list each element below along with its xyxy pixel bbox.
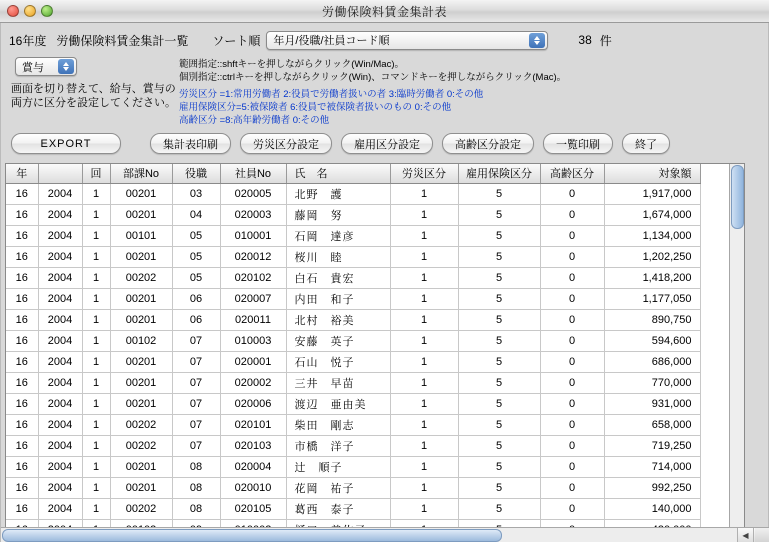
cell-kai: 1 [82,330,110,351]
cell-employee-no: 020101 [220,414,286,435]
cell-kai: 1 [82,351,110,372]
cell-koyo: 5 [458,393,540,414]
cell-position: 03 [172,183,220,204]
table-header-row [6,164,700,183]
record-count-value: 38 [578,33,592,47]
cell-year: 16 [6,498,38,519]
cell-employee-no: 020103 [220,435,286,456]
cell-dept-no: 00101 [110,225,172,246]
cell-korei: 0 [540,477,604,498]
page-title: 労働保険料賃金集計一覧 [56,33,189,48]
cell-kai: 1 [82,498,110,519]
info-line-1: 労災区分 =1:常用労働者 2:役員で労働者扱いの者 3:臨時労働者 0:その他 [179,89,484,100]
column-header-amount[interactable]: 対象額 [604,164,700,183]
cell-year-ad: 2004 [38,288,82,309]
cell-year-ad: 2004 [38,351,82,372]
cell-year: 16 [6,351,38,372]
resize-grip-icon[interactable] [755,528,769,542]
table-row[interactable] [6,309,700,330]
cell-koyo: 5 [458,435,540,456]
toolbar-row-top [1,23,768,51]
cell-korei: 0 [540,435,604,456]
koyo-setting-button[interactable]: 雇用区分設定 [341,133,433,154]
cell-employee-no: 020012 [220,246,286,267]
cell-amount: 714,000 [604,456,700,477]
cell-employee-no: 020006 [220,393,286,414]
cell-name: 内田 和子 [286,288,390,309]
cell-amount: 1,177,050 [604,288,700,309]
cell-dept-no: 00202 [110,414,172,435]
cell-name: 北村 裕美 [286,309,390,330]
cell-korei: 0 [540,414,604,435]
table-row[interactable] [6,183,700,204]
export-button[interactable]: EXPORT [11,133,121,154]
print-list-button[interactable]: 一覧印刷 [543,133,613,154]
cell-korei: 0 [540,351,604,372]
cell-year: 16 [6,204,38,225]
cell-koyo: 5 [458,498,540,519]
cell-employee-no: 020010 [220,477,286,498]
title-bar [0,0,769,23]
toolbar-area [1,23,768,159]
cell-kai: 1 [82,183,110,204]
cell-amount: 140,000 [604,498,700,519]
column-header-year-ad [38,164,82,183]
chevron-updown-icon [58,59,74,74]
cell-korei: 0 [540,372,604,393]
cell-year: 16 [6,435,38,456]
cell-employee-no: 020102 [220,267,286,288]
cell-name: 花岡 祐子 [286,477,390,498]
cell-employee-no: 020007 [220,288,286,309]
column-header-position[interactable]: 役職 [172,164,220,183]
cell-year-ad: 2004 [38,435,82,456]
cell-amount: 1,134,000 [604,225,700,246]
cell-position: 06 [172,288,220,309]
cell-amount: 890,750 [604,309,700,330]
cell-koyo: 5 [458,351,540,372]
table-row[interactable] [6,267,700,288]
cell-dept-no: 00201 [110,246,172,267]
cell-year: 16 [6,477,38,498]
cell-year-ad: 2004 [38,456,82,477]
cell-kai: 1 [82,456,110,477]
cell-name: 北野 護 [286,183,390,204]
cell-dept-no: 00201 [110,204,172,225]
action-button-row [1,133,768,154]
cell-year: 16 [6,183,38,204]
vertical-scrollbar[interactable] [729,164,744,540]
cell-kai: 1 [82,267,110,288]
cell-koyo: 5 [458,183,540,204]
cell-rosai: 1 [390,456,458,477]
fiscal-year-label: 16年度 [9,33,47,48]
cell-korei: 0 [540,456,604,477]
cell-dept-no: 00201 [110,288,172,309]
cell-amount: 1,202,250 [604,246,700,267]
cell-koyo: 5 [458,477,540,498]
cell-amount: 658,000 [604,414,700,435]
table-row[interactable] [6,288,700,309]
cell-rosai: 1 [390,309,458,330]
cell-dept-no: 00102 [110,330,172,351]
cell-year-ad: 2004 [38,204,82,225]
cell-year-ad: 2004 [38,246,82,267]
cell-name: 石山 悦子 [286,351,390,372]
column-header-name[interactable]: 氏 名 [286,164,390,183]
cell-koyo: 5 [458,204,540,225]
cell-kai: 1 [82,309,110,330]
instruction-note [11,82,179,110]
cell-year-ad: 2004 [38,267,82,288]
cell-koyo: 5 [458,246,540,267]
column-header-kai[interactable]: 回 [82,164,110,183]
cell-name: 柴田 剛志 [286,414,390,435]
cell-employee-no: 020005 [220,183,286,204]
horizontal-scrollbar[interactable] [1,527,769,542]
cell-year: 16 [6,246,38,267]
cell-year: 16 [6,414,38,435]
cell-kai: 1 [82,288,110,309]
cell-rosai: 1 [390,330,458,351]
cell-korei: 0 [540,309,604,330]
rosai-setting-button[interactable]: 労災区分設定 [240,133,332,154]
instruction-note-line2: 両方に区分を設定してください。 [11,97,176,109]
payment-type-select[interactable] [15,57,77,76]
cell-kai: 1 [82,477,110,498]
cell-position: 07 [172,414,220,435]
cell-employee-no: 020003 [220,204,286,225]
cell-korei: 0 [540,267,604,288]
table-row[interactable] [6,204,700,225]
cell-name: 白石 貴宏 [286,267,390,288]
cell-name: 市橋 洋子 [286,435,390,456]
cell-amount: 686,000 [604,351,700,372]
table-row[interactable] [6,477,700,498]
column-header-dept-no[interactable]: 部課No [110,164,172,183]
cell-korei: 0 [540,498,604,519]
cell-rosai: 1 [390,372,458,393]
cell-year-ad: 2004 [38,477,82,498]
cell-rosai: 1 [390,267,458,288]
info-line-3: 高齢区分 =8:高年齢労働者 0:その他 [179,115,330,126]
record-count-unit: 件 [599,33,612,48]
cell-dept-no: 00202 [110,267,172,288]
help-line-2: 個別指定::ctrlキーを押しながらクリック(Win)、コマンドキーを押しながらクリック(Mac)。 [179,72,567,83]
cell-koyo: 5 [458,414,540,435]
cell-year-ad: 2004 [38,330,82,351]
help-text-area [179,57,760,127]
cell-position: 06 [172,309,220,330]
quit-button[interactable]: 終了 [622,133,670,154]
cell-year: 16 [6,456,38,477]
cell-year-ad: 2004 [38,498,82,519]
cell-employee-no: 020002 [220,372,286,393]
cell-year: 16 [6,267,38,288]
table-row[interactable] [6,414,700,435]
cell-koyo: 5 [458,309,540,330]
cell-kai: 1 [82,435,110,456]
horizontal-scrollbar-thumb[interactable] [2,529,502,542]
cell-position: 07 [172,330,220,351]
table-body [6,183,700,540]
cell-kai: 1 [82,246,110,267]
wage-summary-table [6,164,701,541]
cell-rosai: 1 [390,246,458,267]
cell-year: 16 [6,372,38,393]
cell-year-ad: 2004 [38,372,82,393]
cell-koyo: 5 [458,330,540,351]
cell-year: 16 [6,393,38,414]
cell-kai: 1 [82,225,110,246]
cell-kai: 1 [82,414,110,435]
cell-position: 07 [172,372,220,393]
window-title: 労働保険料賃金集計表 [321,4,447,19]
cell-dept-no: 00201 [110,351,172,372]
column-header-korei[interactable]: 高齢区分 [540,164,604,183]
cell-rosai: 1 [390,183,458,204]
cell-name: 石岡 達彦 [286,225,390,246]
cell-position: 05 [172,267,220,288]
cell-position: 04 [172,204,220,225]
column-header-koyo[interactable]: 雇用保険区分 [458,164,540,183]
table-row[interactable] [6,498,700,519]
cell-position: 05 [172,225,220,246]
cell-position: 07 [172,393,220,414]
column-header-employee-no[interactable]: 社員No [220,164,286,183]
cell-year-ad: 2004 [38,225,82,246]
cell-year: 16 [6,225,38,246]
cell-amount: 719,250 [604,435,700,456]
cell-koyo: 5 [458,456,540,477]
cell-position: 08 [172,456,220,477]
cell-koyo: 5 [458,372,540,393]
cell-kai: 1 [82,372,110,393]
cell-position: 07 [172,435,220,456]
cell-korei: 0 [540,204,604,225]
cell-employee-no: 020004 [220,456,286,477]
cell-amount: 1,418,200 [604,267,700,288]
table-row[interactable] [6,456,700,477]
cell-koyo: 5 [458,267,540,288]
chevron-updown-icon [529,33,545,48]
cell-rosai: 1 [390,414,458,435]
cell-rosai: 1 [390,498,458,519]
help-line-1: 範囲指定::shftキーを押しながらクリック(Win/Mac)。 [179,59,404,70]
cell-korei: 0 [540,183,604,204]
window-content [0,23,769,542]
toolbar-row-middle [1,51,768,127]
cell-year: 16 [6,330,38,351]
table-row[interactable] [6,246,700,267]
horizontal-scrollbar-track[interactable] [1,528,738,542]
cell-name: 藤岡 努 [286,204,390,225]
cell-year-ad: 2004 [38,414,82,435]
cell-year: 16 [6,309,38,330]
cell-amount: 594,600 [604,330,700,351]
print-summary-button[interactable]: 集計表印刷 [150,133,231,154]
cell-rosai: 1 [390,393,458,414]
cell-employee-no: 010001 [220,225,286,246]
payment-type-value: 賞与 [22,61,44,74]
cell-name: 三井 早苗 [286,372,390,393]
cell-employee-no: 020001 [220,351,286,372]
cell-korei: 0 [540,225,604,246]
cell-employee-no: 020011 [220,309,286,330]
cell-rosai: 1 [390,351,458,372]
cell-rosai: 1 [390,225,458,246]
table-row[interactable] [6,330,700,351]
cell-korei: 0 [540,330,604,351]
cell-dept-no: 00201 [110,477,172,498]
cell-kai: 1 [82,393,110,414]
cell-dept-no: 00201 [110,393,172,414]
table-row[interactable] [6,225,700,246]
cell-amount: 770,000 [604,372,700,393]
cell-korei: 0 [540,246,604,267]
table-row[interactable] [6,393,700,414]
cell-name: 葛西 泰子 [286,498,390,519]
cell-rosai: 1 [390,204,458,225]
cell-koyo: 5 [458,225,540,246]
cell-dept-no: 00201 [110,183,172,204]
info-line-2: 雇用保険区分=5:被保険者 6:役員で被保険者扱いのもの 0:その他 [179,102,452,113]
cell-korei: 0 [540,393,604,414]
table-row[interactable] [6,351,700,372]
sort-order-label: ソート順 [212,33,261,48]
table-row[interactable] [6,435,700,456]
cell-koyo: 5 [458,288,540,309]
cell-dept-no: 00202 [110,498,172,519]
cell-dept-no: 00201 [110,372,172,393]
cell-employee-no: 020105 [220,498,286,519]
cell-kai: 1 [82,204,110,225]
column-header-rosai[interactable]: 労災区分 [390,164,458,183]
cell-dept-no: 00202 [110,435,172,456]
cell-name: 桜川 睦 [286,246,390,267]
scroll-left-icon[interactable]: ◀ [737,528,753,542]
cell-name: 安藤 英子 [286,330,390,351]
cell-year: 16 [6,288,38,309]
cell-year-ad: 2004 [38,183,82,204]
cell-amount: 931,000 [604,393,700,414]
cell-amount: 1,917,000 [604,183,700,204]
korei-setting-button[interactable]: 高齢区分設定 [442,133,534,154]
payment-type-area [9,57,179,127]
cell-amount: 992,250 [604,477,700,498]
cell-rosai: 1 [390,435,458,456]
data-table-container [5,163,745,541]
cell-name: 渡辺 亜由美 [286,393,390,414]
cell-year-ad: 2004 [38,393,82,414]
cell-dept-no: 00201 [110,309,172,330]
cell-rosai: 1 [390,288,458,309]
cell-korei: 0 [540,288,604,309]
column-header-year[interactable]: 年 [6,164,38,183]
instruction-note-line1: 画面を切り替えて、給与、賞与の [11,83,176,95]
cell-position: 07 [172,351,220,372]
sort-order-select[interactable] [266,31,548,50]
cell-year-ad: 2004 [38,309,82,330]
cell-name: 辻 順子 [286,456,390,477]
cell-position: 08 [172,477,220,498]
cell-employee-no: 010003 [220,330,286,351]
sort-order-value: 年月/役職/社員コード順 [273,35,390,47]
cell-rosai: 1 [390,477,458,498]
table-row[interactable] [6,372,700,393]
cell-position: 08 [172,498,220,519]
cell-dept-no: 00201 [110,456,172,477]
cell-amount: 1,674,000 [604,204,700,225]
vertical-scrollbar-thumb[interactable] [731,165,744,229]
cell-position: 05 [172,246,220,267]
